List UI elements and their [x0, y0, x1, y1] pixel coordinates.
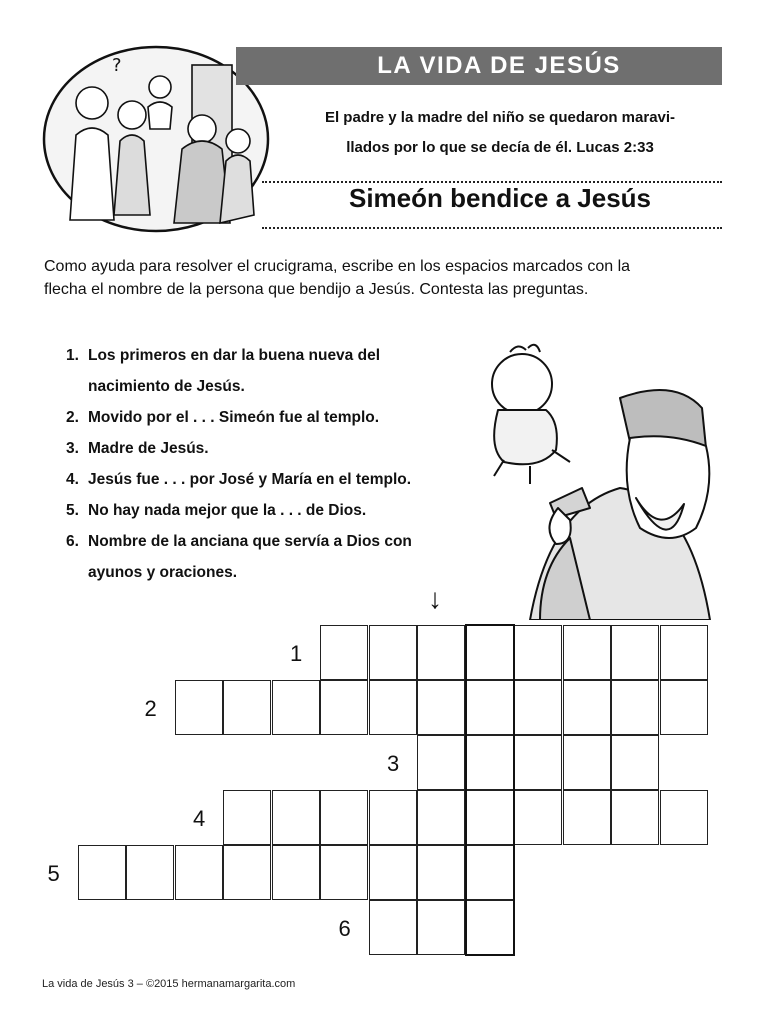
- title-banner: LA VIDA DE JESÚS: [236, 47, 722, 85]
- question-4: [66, 464, 486, 495]
- crossword-cell[interactable]: [417, 900, 465, 955]
- story-title: Simeón bendice a Jesús: [348, 183, 651, 213]
- crossword-cell[interactable]: [611, 625, 659, 680]
- crossword-cell[interactable]: [272, 680, 320, 735]
- question-number: 6.: [66, 533, 79, 550]
- clue-number: 5: [47, 861, 60, 886]
- clue-number: 4: [193, 806, 206, 831]
- crossword-cell[interactable]: [563, 735, 611, 790]
- crossword-cell[interactable]: [417, 680, 465, 735]
- crossword-cell[interactable]: [223, 790, 271, 845]
- crossword-cell[interactable]: [466, 735, 514, 790]
- crossword-cell[interactable]: [466, 625, 514, 680]
- crossword-cell[interactable]: [466, 680, 514, 735]
- crossword-cell[interactable]: [223, 845, 271, 900]
- crossword-cell[interactable]: [611, 680, 659, 735]
- crossword-cell[interactable]: [223, 680, 271, 735]
- clue-number: 6: [338, 916, 351, 941]
- crossword-cell[interactable]: [369, 790, 417, 845]
- question-number: 1.: [66, 347, 79, 364]
- crossword-cell[interactable]: [78, 845, 126, 900]
- crossword-cell[interactable]: [320, 680, 368, 735]
- question-number: 3.: [66, 440, 79, 457]
- crossword-cell[interactable]: [563, 625, 611, 680]
- question-text: Jesús fue . . . por José y María en el templo.: [88, 471, 412, 488]
- svg-text:?: ?: [112, 55, 122, 76]
- question-text-cont: ayunos y oraciones.: [88, 564, 238, 581]
- crossword-cell[interactable]: [611, 790, 659, 845]
- crossword-cell[interactable]: [514, 625, 562, 680]
- arrow-down-icon: ↓: [428, 583, 442, 614]
- question-text-cont: nacimiento de Jesús.: [88, 378, 245, 395]
- question-2: [66, 402, 486, 433]
- crossword-cell[interactable]: [369, 680, 417, 735]
- crossword-cell[interactable]: [563, 680, 611, 735]
- crossword-cell[interactable]: [417, 845, 465, 900]
- crossword-cell[interactable]: [466, 900, 514, 955]
- question-3: [66, 433, 486, 464]
- instructions-line-1: Como ayuda para resolver el crucigrama, escribe en los espacios marcados con la: [44, 258, 631, 275]
- crossword-cell[interactable]: [563, 790, 611, 845]
- divider-bottom: [262, 227, 722, 229]
- crossword-cell[interactable]: [369, 900, 417, 955]
- crossword-cell[interactable]: [514, 790, 562, 845]
- crossword-cell[interactable]: [611, 735, 659, 790]
- crossword-cell[interactable]: [466, 790, 514, 845]
- crossword-cell[interactable]: [417, 735, 465, 790]
- clue-number: 1: [290, 641, 303, 666]
- crossword-cell[interactable]: [272, 790, 320, 845]
- question-text: Nombre de la anciana que servía a Dios con: [88, 533, 412, 550]
- question-1: [66, 340, 486, 402]
- crossword-cell[interactable]: [466, 845, 514, 900]
- crossword-cell[interactable]: [126, 845, 174, 900]
- question-5: [66, 495, 486, 526]
- clue-number: 2: [144, 696, 157, 721]
- crossword-cell[interactable]: [417, 625, 465, 680]
- crossword-cell[interactable]: [175, 845, 223, 900]
- bible-verse: [280, 103, 720, 163]
- question-6: [66, 526, 486, 588]
- question-text: Los primeros en dar la buena nueva del: [88, 347, 381, 364]
- verse-line-2: llados por lo que se decía de él. Lucas 2:33: [346, 139, 654, 156]
- crossword-cell[interactable]: [514, 735, 562, 790]
- instructions: [44, 255, 724, 301]
- crossword-cell[interactable]: [175, 680, 223, 735]
- crossword-cell[interactable]: [369, 625, 417, 680]
- question-number: 5.: [66, 502, 79, 519]
- crossword-cell[interactable]: [660, 680, 708, 735]
- simeon-holding-baby-illustration: [470, 338, 720, 620]
- crossword-cell[interactable]: [417, 790, 465, 845]
- footer-credit: La vida de Jesús 3 – ©2015 hermanamargarita.com: [42, 978, 296, 990]
- crossword-cell[interactable]: [320, 845, 368, 900]
- crossword-cell[interactable]: [369, 845, 417, 900]
- crossword-cell[interactable]: [660, 625, 708, 680]
- instructions-line-2: flecha el nombre de la persona que bendijo a Jesús. Contesta las preguntas.: [44, 281, 589, 298]
- question-number: 2.: [66, 409, 79, 426]
- question-text: Movido por el . . . Simeón fue al templo.: [88, 409, 380, 426]
- question-text: Madre de Jesús.: [88, 440, 209, 457]
- question-text: No hay nada mejor que la . . . de Dios.: [88, 502, 367, 519]
- crossword-cell[interactable]: [514, 680, 562, 735]
- crossword-cell[interactable]: [320, 790, 368, 845]
- clue-number: 3: [387, 751, 400, 776]
- question-list: [66, 340, 486, 588]
- crossword-cell[interactable]: [660, 790, 708, 845]
- crossword-cell[interactable]: [320, 625, 368, 680]
- crossword-cell[interactable]: [272, 845, 320, 900]
- verse-line-1: El padre y la madre del niño se quedaron maravi-: [324, 109, 676, 126]
- question-number: 4.: [66, 471, 79, 488]
